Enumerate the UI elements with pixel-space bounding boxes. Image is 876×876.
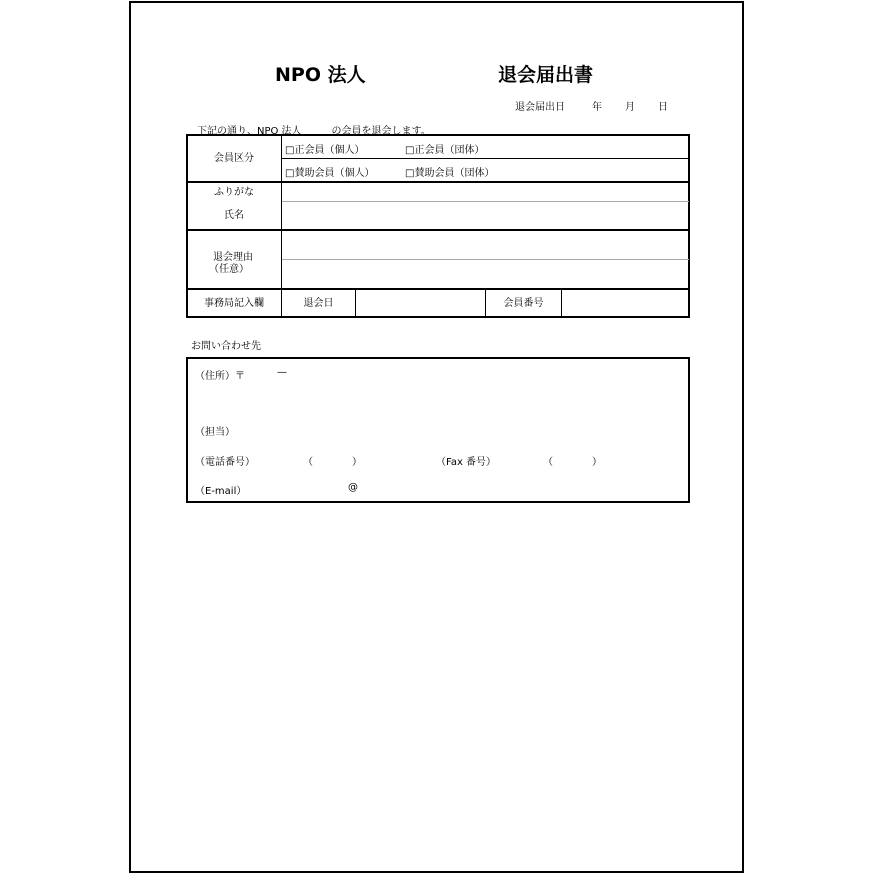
- withdraw-date-label: 退会日: [303, 298, 334, 309]
- date-label: 退会届出日: [515, 102, 565, 113]
- fax-paren-open: （: [543, 457, 553, 468]
- office-use-label: 事務局記入欄: [204, 298, 264, 309]
- document-title: 退会届出書: [498, 64, 594, 86]
- phone-paren-open: （: [303, 457, 313, 468]
- contact-box: [186, 357, 690, 503]
- phone-label: （電話番号）: [195, 457, 255, 468]
- day-label: 日: [658, 102, 668, 113]
- option-regular-group[interactable]: □正会員（団体）: [405, 145, 485, 156]
- member-number-label: 会員番号: [503, 298, 544, 309]
- name-field[interactable]: [283, 202, 688, 228]
- intro-text: 下記の通り、NPO 法人 の会員を退会します。: [197, 126, 431, 137]
- fax-label: （Fax 番号）: [436, 457, 497, 468]
- reason-label: 退会理由: [213, 252, 253, 263]
- furigana-field[interactable]: [283, 183, 688, 200]
- address-label: （住所）〒: [195, 371, 245, 382]
- year-label: 年: [592, 102, 602, 113]
- withdraw-date-field[interactable]: [357, 290, 484, 317]
- option-support-individual[interactable]: □賛助会員（個人）: [285, 168, 375, 179]
- member-number-field[interactable]: [563, 290, 688, 317]
- address-dash: —: [277, 367, 287, 378]
- org-title: NPO 法人: [275, 64, 366, 86]
- fax-paren-close: ）: [592, 457, 602, 468]
- member-class-label: 会員区分: [214, 153, 254, 164]
- reason-label-cell: [188, 231, 280, 288]
- email-at-sign: @: [348, 482, 358, 493]
- contact-heading: お問い合わせ先: [191, 341, 261, 352]
- month-label: 月: [625, 102, 635, 113]
- reason-optional-label: （任意）: [209, 264, 249, 275]
- person-label: （担当）: [195, 427, 235, 438]
- email-label: （E-mail）: [195, 486, 247, 497]
- option-regular-individual[interactable]: □正会員（個人）: [285, 145, 365, 156]
- phone-paren-close: ）: [352, 457, 362, 468]
- option-support-group[interactable]: □賛助会員（団体）: [405, 168, 495, 179]
- furigana-label: ふりがな: [214, 186, 254, 198]
- name-label: 氏名: [224, 210, 244, 221]
- reason-field[interactable]: [283, 231, 688, 287]
